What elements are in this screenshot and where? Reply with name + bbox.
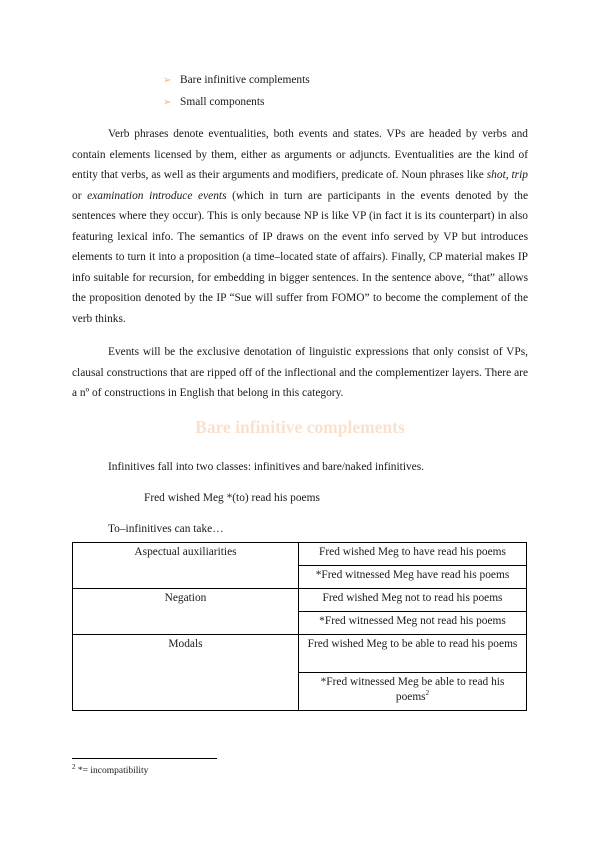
footnote [72,762,149,777]
italic-term: shot, trip [486,169,528,181]
arrow-bullet-icon: ➢ [163,75,172,86]
bullet-text: Bare infinitive complements [180,74,310,86]
row-label: Negation [73,589,299,635]
example-sentence: Fred wished Meg *(to) read his poems [144,492,320,504]
table-row [73,543,527,566]
bullet-list [163,69,310,113]
example-cell: *Fred witnessed Meg not read his poems [299,612,527,635]
section-heading: Bare infinitive complements [195,417,405,437]
example-cell: Fred wished Meg not to read his poems [299,589,527,612]
footnote-reference: 2 [425,689,430,698]
bullet-item [163,91,310,113]
paragraph-text: or [72,189,88,202]
example-cell: Fred wished Meg to have read his poems [299,543,527,566]
intro-line: Infinitives fall into two classes: infinitives and bare/naked infinitives. [108,461,425,473]
example-cell: Fred wished Meg to be able to read his poems [299,635,527,673]
footnote-divider [72,758,217,759]
bullet-item [163,69,310,91]
paragraph-text: Events will be the exclusive denotation of linguistic expressions that only consist of VPs, clausal constructions that are ripped off of the inflectional and the complementizer layers. There are a nº of constructions in English that belong in this category. [72,346,528,399]
row-label: Aspectual auxiliarities [73,543,299,589]
example-cell: *Fred witnessed Meg have read his poems [299,566,527,589]
comparison-table [72,542,527,711]
paragraph-text: (which in turn are participants in the events denoted by the sentences where they occur). This is only because NP is like VP (in fact it is its counterpart) in also featuring lexical info. The semantics of IP draws on the event info served by VP but introduces elements to turn it into a proposition (a time–located state of affairs). Finally, CP material makes IP info suitable for recursion, for embedding in bigger sentences. In the sentence above, “that” allows the proposition denoted by the IP “Sue will suffer from FOMO” to become the complement of the verb thinks. [72,189,528,325]
bullet-text: Small components [180,96,265,108]
footnote-text: *= incompatibility [77,766,149,776]
italic-term: examination introduce events [87,189,227,202]
example-cell [299,673,527,711]
table-row [73,635,527,673]
example-text: *Fred witnessed Meg be able to read his poems [320,676,505,703]
table-row [73,589,527,612]
row-label: Modals [73,635,299,711]
footnote-mark: 2 [72,762,76,771]
paragraph-eventualities [72,124,528,329]
paragraph-events [72,342,528,404]
arrow-bullet-icon: ➢ [163,97,172,108]
to-infinitives-line: To–infinitives can take… [108,523,224,535]
paragraph-text: Verb phrases denote eventualities, both events and states. VPs are headed by verbs and contain elements licensed by them, either as arguments or adjuncts. Eventualities are the kind of entity that verbs, as well as their arguments and modifiers, predicate of. Noun phrases like [72,128,528,181]
